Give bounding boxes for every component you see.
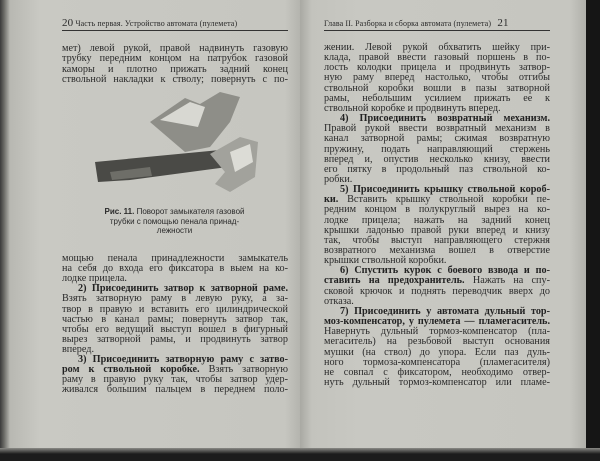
- line-text: не совпал с фиксатором, необходимо отвер-: [324, 366, 550, 378]
- line-text: ного тормоза-компенсатора (пламегасителя): [324, 356, 550, 368]
- line-text: канал затворной рамы; сжимая возвратную: [324, 133, 550, 145]
- line-text: вперед и, опустив несколько книзу, ввести: [324, 153, 550, 165]
- line-text: Взять затворную: [199, 364, 288, 376]
- line-text: частью в канал рамы; повернуть затвор так,: [62, 313, 288, 325]
- right-page: [300, 0, 586, 452]
- line-text: мощью пенала принадлежности замыкатель: [62, 253, 288, 264]
- line-text: редним концом в полукруглый вырез на ко-: [324, 204, 550, 216]
- line-text: рамы, небольшим усилием прижать ее к: [324, 92, 550, 104]
- running-head-text: Часть первая. Устройство автомата (пулемета): [75, 19, 238, 28]
- caption-line: трубки с помощью пенала принад-: [109, 216, 240, 226]
- line-text: на себя до входа его фиксатора в выем на ко-: [62, 263, 288, 275]
- line-text: ную раму вперед настолько, чтобы отгибы: [324, 72, 550, 84]
- line-text: Нажать на спу-: [464, 275, 550, 287]
- line-text: вырез затворной рамы, и продвинуть затвор: [62, 333, 288, 345]
- line-text: клада, правой ввести газовый поршень в по-: [324, 52, 550, 64]
- line-text: трубку передним концом на патрубок газовой: [62, 53, 288, 65]
- line-text: пружину, подать направляющий стержень: [324, 143, 550, 155]
- figure-illustration: [90, 92, 260, 202]
- line-text: крышки ствольной коробки.: [324, 255, 447, 267]
- bold-heading: 5) Присоединить крышку ствольной короб-: [340, 184, 550, 196]
- line-text: робки.: [324, 173, 353, 185]
- page-number: 20: [62, 17, 74, 29]
- line-text: отказа.: [324, 295, 354, 307]
- bold-heading: 4) Присоединить возвратный механизм.: [340, 113, 550, 125]
- line-text: живался большим пальцем в переднем поло-: [62, 384, 288, 396]
- line-text: сковой крючок и поднять переводчик вверх до: [324, 285, 550, 297]
- header-rule: [62, 30, 288, 31]
- line-text: вперед.: [62, 343, 94, 355]
- line-text: мегаситель) на резьбовой выступ основания: [324, 336, 550, 348]
- line-text: нуть дульный тормоз-компенсатор или пламе-: [324, 376, 550, 388]
- right-running-head: [324, 17, 509, 29]
- page-number: 21: [497, 17, 509, 29]
- line-text: крышки ладонью правой руки вперед и книзу: [324, 224, 550, 236]
- line-text: жении. Левой рукой обхватить шейку при-: [324, 42, 550, 53]
- line-text: каморы и плотно прижать задний конец: [62, 63, 288, 75]
- line-text: ствольной коробке и продвинуть вперед.: [324, 102, 501, 114]
- running-head-text: Глава II. Разборка и сборка автомата (пулемета): [324, 19, 492, 28]
- line-text: Правой рукой ввести возвратный механизм в: [324, 123, 550, 135]
- bold-heading: 7) Присоединить у автомата дульный тор-: [340, 305, 550, 317]
- line-text: Навернуть дульный тормоз-компенсатор (пла-: [324, 326, 550, 338]
- bold-heading: моз-компенсатор, у пулемета — пламегаситель.: [324, 316, 550, 328]
- book-edge: [586, 0, 600, 461]
- line-text: ствольной коробки вошли в пазы затворной: [324, 82, 550, 94]
- line-text: возвратного механизма вошел в отверстие: [324, 245, 550, 256]
- line-text: лость колодки прицела и продвинуть затвор-: [324, 62, 550, 74]
- caption-line: Поворот замыкателя газовой: [136, 207, 245, 216]
- left-running-head: [62, 17, 237, 29]
- line-text: Взять затворную раму в левую руку, а за-: [62, 293, 288, 305]
- text-line: [62, 74, 288, 85]
- caption-line: лежности: [156, 226, 193, 235]
- line-text: Вставить крышку ствольной коробки пе-: [338, 194, 550, 206]
- line-text: мушки (на ствол) до упора. Если паз дуль-: [324, 346, 550, 358]
- line-text: твор в правую и вставить его цилиндрической: [62, 303, 288, 315]
- line-text: раму в правую руку так, чтобы затвор удер-: [62, 374, 288, 386]
- text-line: [62, 384, 288, 395]
- book-bottom-edge: [0, 448, 600, 461]
- bold-heading: 6) Спустить курок с боевого взвода и по-: [340, 265, 550, 277]
- left-page: [0, 0, 300, 452]
- bold-heading: ром к ствольной коробке.: [62, 364, 200, 376]
- bold-heading: 2) Присоединить затвор к затворной раме.: [78, 283, 288, 295]
- text-line: [324, 377, 550, 388]
- line-text: ствольной накладки к стволу; повернуть с по-: [62, 73, 288, 85]
- line-text: лодке прицела.: [62, 273, 127, 285]
- line-text: чтобы его ведущий выступ вошел в фигурный: [62, 323, 288, 335]
- bold-heading: ставить на предохранитель.: [324, 275, 465, 287]
- line-text: мет) левой рукой, правой надвинуть газовую: [62, 43, 288, 54]
- bold-heading: ки.: [324, 194, 339, 206]
- figure-caption: [72, 207, 277, 236]
- figure-label: Рис. 11.: [104, 207, 135, 216]
- line-text: лодке прицела; нажать на задний конец: [324, 214, 550, 226]
- bold-heading: 3) Присоединить затворную раму с затво-: [78, 354, 288, 365]
- header-rule: [324, 30, 550, 31]
- line-text: его пятку в продольный паз ствольной ко-: [324, 163, 550, 175]
- line-text: так, чтобы выступ направляющего стержня: [324, 234, 550, 246]
